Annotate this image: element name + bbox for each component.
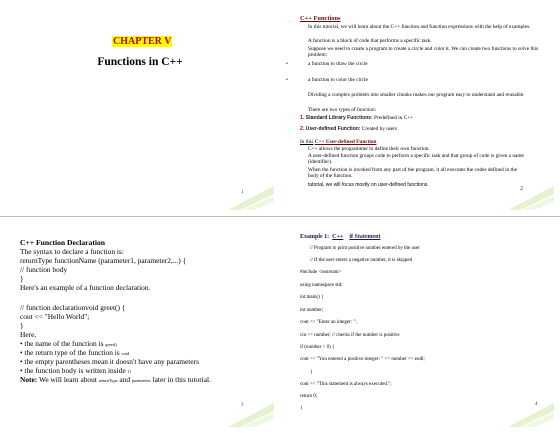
slide-corner-decoration <box>224 180 274 210</box>
bullet-item <box>20 357 199 366</box>
code-line: if (number > 0) { <box>300 345 335 350</box>
note-label: Note: <box>20 375 38 384</box>
body-line: Here's an example of a function declaration. <box>20 283 151 292</box>
note-text: and <box>117 375 132 384</box>
code-line: cout << "This statement is always executed."; <box>300 382 392 387</box>
section-heading: C++ Function Declaration <box>20 238 106 247</box>
code-line: cout << "Enter an integer: "; <box>300 320 357 325</box>
body-line: // function declarationvoid greet() { <box>20 303 126 312</box>
code-line: #include <iostream> <box>300 270 342 275</box>
code-line: cout << "You entered a positive integer: " << number << endl; <box>300 357 425 362</box>
note-text: later in this tutorial. <box>150 375 211 384</box>
udf-heading-line <box>300 139 376 145</box>
slide-corner-decoration <box>224 397 274 427</box>
bullet-text: • the empty parentheses mean it doesn't have any parameters <box>20 357 199 366</box>
type-name: Standard Library Functions: <box>305 115 373 121</box>
code-line: using namespace std; <box>300 283 343 288</box>
body-line: returnType functionName (parameter1, parameter2,...) { <box>20 256 187 265</box>
note-line <box>20 375 211 385</box>
page-number: 1 <box>241 190 244 195</box>
code-line: return 0; <box>300 394 318 399</box>
code-line: int number; <box>300 308 324 313</box>
body-line: cout << "Hello World"; <box>20 312 90 321</box>
bullet-item: a function to color the circle <box>308 77 368 83</box>
type-number: 1. <box>300 115 305 121</box>
chapter-label: CHAPTER V <box>113 36 172 47</box>
udf-paragraph: tutorial, we will focus mostly on user-defined functions. <box>308 182 429 188</box>
code-line: // If the user enters a negative number, it is skipped <box>310 258 413 263</box>
type-item-user-defined <box>300 126 397 132</box>
slide-4[interactable] <box>280 217 560 433</box>
slide-1[interactable] <box>0 0 280 216</box>
udf-paragraph: When the function is invoked from any part of the program, it all executes the codes defined in the body of the function. <box>308 167 518 180</box>
code-line: } <box>310 370 313 375</box>
suppose-paragraph: Suppose we need to create a program to create a circle and color it. We can create two functions to solve this problem: <box>308 46 539 59</box>
body-line: The syntax to declare a function is: <box>20 247 124 256</box>
code-line: } <box>300 406 303 411</box>
inline-code: parameters <box>131 378 151 383</box>
body-line: } <box>20 321 24 330</box>
body-line: // function body <box>20 265 68 274</box>
udf-prefix: In this <box>300 139 314 145</box>
inline-code: {} <box>127 369 132 374</box>
code-line: cin >> number; // checks if the number is positive <box>300 333 400 338</box>
page-number: 2 <box>520 186 523 192</box>
heading-prefix: Example 1: <box>300 234 330 240</box>
slide-corner-decoration <box>504 180 554 210</box>
udf-paragraph: A user-defined function groups code to perform a specific task and that group of code is given a name (identifier). <box>308 153 524 166</box>
body-line: } <box>20 274 24 283</box>
inline-code: returnType <box>98 378 118 383</box>
type-item-standard <box>300 115 413 121</box>
type-number: 2. <box>300 126 305 132</box>
type-desc: Predefined in C++ <box>372 115 414 121</box>
page-number: 3 <box>241 403 244 408</box>
inline-code: void <box>121 351 130 356</box>
note-text: We will learn about <box>37 375 99 384</box>
slide-title: Functions in C++ <box>97 56 183 68</box>
code-line: // Program to print positive number entered by the user <box>310 246 420 251</box>
types-intro: There are two types of function: <box>308 107 377 113</box>
intro-paragraph: In this tutorial, we will learn about the C++ function and function expressions with the help of examples. <box>308 24 531 30</box>
section-heading: C++ Functions <box>300 15 341 22</box>
bullet-text: • the function body is written inside <box>20 366 128 375</box>
body-line: Here, <box>20 330 37 339</box>
definition-paragraph: A function is a block of code that performs a specific task. <box>308 38 432 44</box>
type-desc: Created by users <box>360 126 398 132</box>
udf-paragraph: C++ allows the programmer to define their own function. <box>308 146 430 152</box>
slide-corner-decoration <box>504 397 554 427</box>
bullet-marker: • <box>286 61 288 67</box>
page-number: 4 <box>535 402 538 407</box>
heading-rest: if Statement <box>349 234 381 240</box>
bullet-item: a function to draw the circle <box>308 61 368 67</box>
example-heading <box>300 234 381 240</box>
code-line: int main() { <box>300 295 324 300</box>
slide-3[interactable] <box>0 217 280 433</box>
dividing-paragraph: Dividing a complex problem into smaller chunks makes our program easy to understand and reusable. <box>308 92 525 98</box>
inline-code: greet() <box>105 342 117 347</box>
bullet-text: • the return type of the function is <box>20 348 122 357</box>
slide-2[interactable] <box>280 0 560 216</box>
bullet-marker: • <box>286 77 288 83</box>
heading-link: C++ <box>332 234 344 240</box>
bullet-text: • the name of the function is <box>20 339 106 348</box>
type-name: User-defined Function: <box>305 126 361 132</box>
udf-heading: C++ User-defined Function <box>314 139 377 145</box>
